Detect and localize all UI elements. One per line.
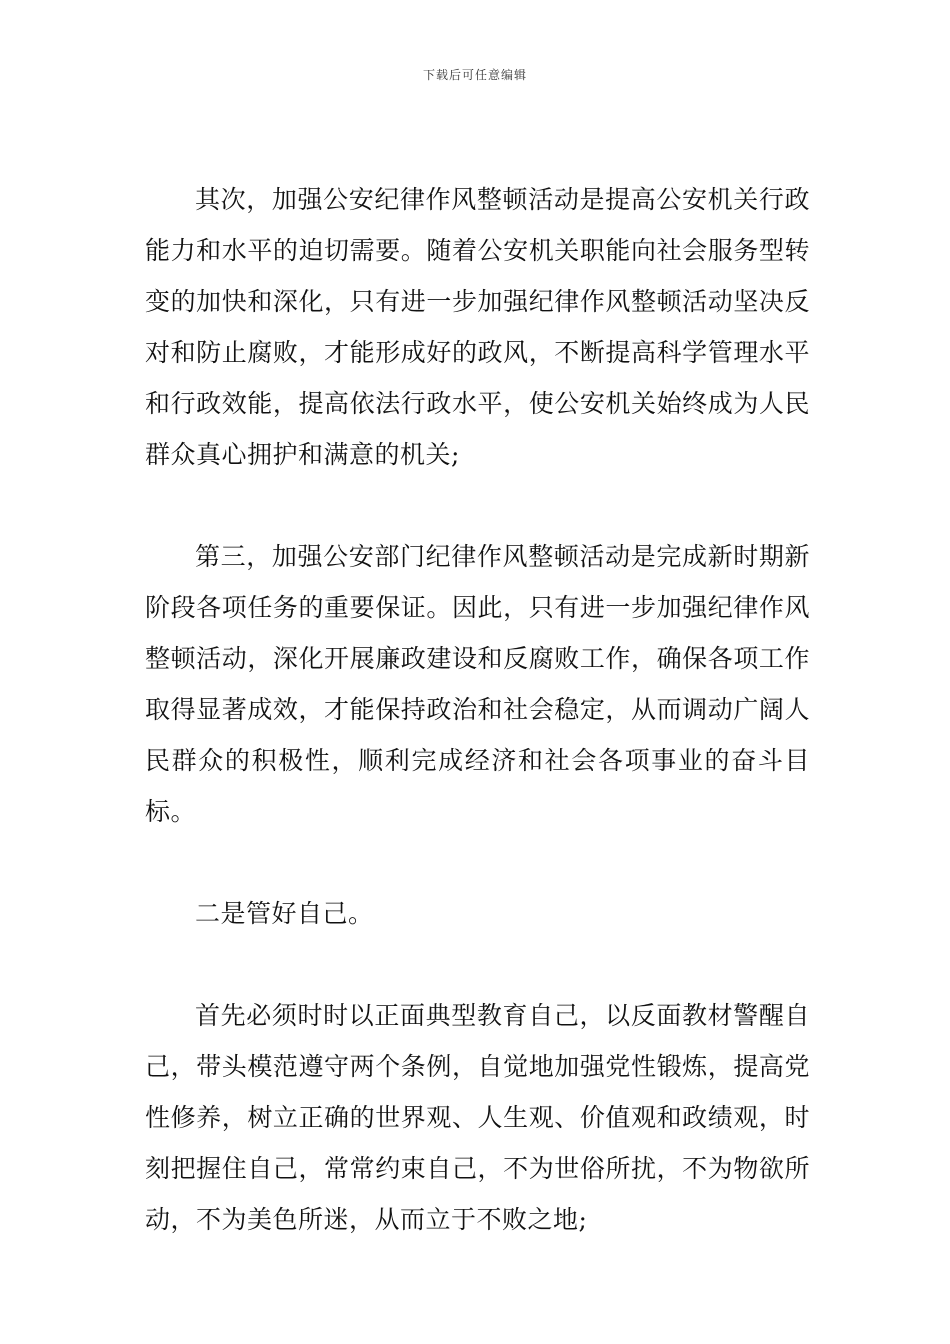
paragraph-4: 首先必须时时以正面典型教育自己，以反面教材警醒自己，带头模范遵守两个条例，自觉地加强党性锻炼，提高党性修养，树立正确的世界观、人生观、价值观和政绩观，时刻把握住自己，常常约束自己，不为世俗所扰，不为物欲所动，不为美色所迷，从而立于不败之地; [145, 1001, 810, 1234]
paragraph-2: 第三，加强公安部门纪律作风整顿活动是完成新时期新阶段各项任务的重要保证。因此，只有进一步加强纪律作风整顿活动，深化开展廉政建设和反腐败工作，确保各项工作取得显著成效，才能保持政治和社会稳定，从而调动广阔人民群众的积极性，顺利完成经济和社会各项事业的奋斗目标。 [145, 542, 810, 826]
document-body [145, 174, 810, 1245]
paragraph-3: 二是管好自己。 [195, 899, 374, 928]
header-note: 下载后可任意编辑 [422, 68, 527, 82]
paragraph-1: 其次，加强公安纪律作风整顿活动是提高公安机关行政能力和水平的迫切需要。随着公安机关职能向社会服务型转变的加快和深化，只有进一步加强纪律作风整顿活动坚决反对和防止腐败，才能形成好的政风，不断提高科学管理水平和行政效能，提高依法行政水平，使公安机关始终成为人民群众真心拥护和满意的机关; [145, 185, 810, 469]
